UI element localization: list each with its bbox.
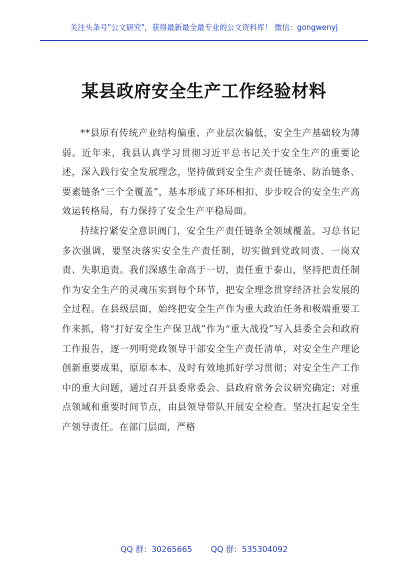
footer-qq-group-1: QQ 群：30265665 <box>120 545 193 554</box>
paragraph-2: 持续拧紧安全意识阀门，安全生产责任链条全领域覆盖。习总书记多次强调，要坚决落实安全生产责任制，切实做到党政同责、一岗双责、失职追责。我们深感生命高于一切，责任重于泰山，坚持把责任制作为安全生产的灵魂压实到每个环节，把安全理念贯穿经济社会发展的全过程。在县级层面，始终把安全生产作为重大政治任务和极端重要工作来抓，将“打好安全生产保卫战”作为“重大战役”写入县委全会和政府工作报告，逐一列明党政领导干部安全生产责任清单，对安全生产理论创新重要成果，原原本本、及时有效地抓好学习贯彻；对安全生产工作中的重大问题，通过召开县委常委会、县政府常务会议研究确定；对重点领域和重要时间节点，由县领导带队开展安全检查。坚决扛起安全生产领导责任。在部门层面，严格 <box>62 225 360 433</box>
document-body <box>62 124 360 438</box>
document-title: 某县政府安全生产工作经验材料 <box>81 82 327 102</box>
header-divider <box>40 40 368 41</box>
footer <box>0 544 408 555</box>
header-ad-text: 关注头条号"公文研究"，获得最新最全最专业的公文资料库！ 微信：gongwenyj <box>70 23 338 32</box>
footer-qq-group-2: QQ 群：535304092 <box>210 545 288 554</box>
paragraph-1: **县原有传统产业结构偏重、产业层次偏低，安全生产基础较为薄弱。近年来，我县认真学习贯彻习近平总书记关于安全生产的重要论述，深入践行安全发展理念，坚持做到安全生产责任链条、防治链条、要素链条“三个全覆盖”，基本形成了环环相扣、步步咬合的安全生产高效运转格局，有力保持了安全生产平稳局面。 <box>62 128 360 218</box>
